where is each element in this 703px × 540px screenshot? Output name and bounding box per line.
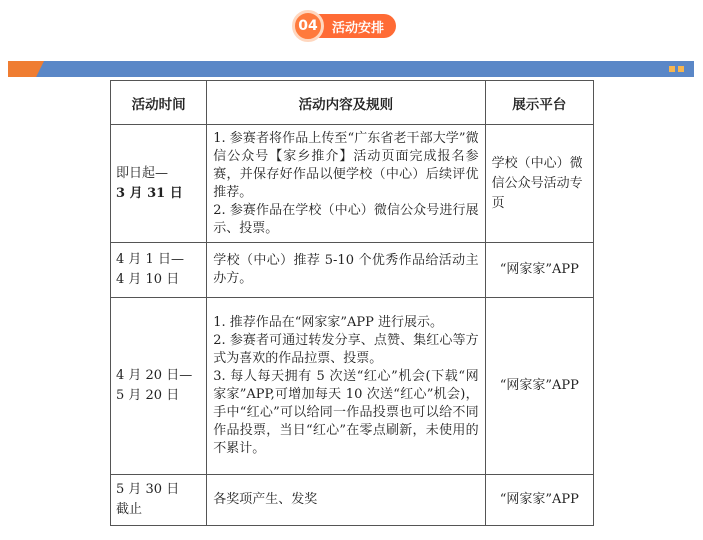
header-time: 活动时间 [111, 81, 207, 125]
rule-item: 学校（中心）推荐 5-10 个优秀作品给活动主办方。 [213, 253, 479, 286]
table-row [111, 125, 594, 243]
time-cell [111, 243, 207, 298]
content-cell [207, 298, 485, 475]
rule-item: 2. 参赛作品在学校（中心）微信公众号进行展示、投票。 [213, 202, 479, 236]
time-start: 4 月 20 日— [116, 368, 193, 383]
decorative-divider-bar [8, 61, 694, 77]
divider-dot [678, 66, 684, 72]
table-row [111, 298, 594, 475]
time-cell [111, 298, 207, 475]
time-cell [111, 125, 207, 243]
schedule-table [110, 80, 594, 526]
content-cell [207, 475, 485, 526]
header-content: 活动内容及规则 [207, 81, 485, 125]
table-row [111, 243, 594, 298]
time-start: 5 月 30 日 [116, 482, 180, 497]
divider-dot [669, 66, 675, 72]
content-cell [207, 243, 485, 298]
time-end: 截止 [116, 502, 143, 517]
section-number-badge: 04 [292, 10, 324, 42]
platform-cell: 学校（中心）微信公众号活动专页 [485, 125, 593, 243]
time-end: 4 月 10 日 [116, 272, 180, 287]
platform-cell: “网家家”APP [485, 475, 593, 526]
rule-item: 2. 参赛者可通过转发分享、点赞、集红心等方式为喜欢的作品拉票、投票。 [213, 333, 479, 366]
table-row [111, 475, 594, 526]
platform-cell: “网家家”APP [485, 298, 593, 475]
section-title: 活动安排 [318, 14, 396, 38]
section-header [292, 12, 396, 40]
rule-item: 1. 参赛者将作品上传至“广东省老干部大学”微信公众号【家乡推介】活动页面完成报名参赛，并保存好作品以便学校（中心）后续评优推荐。 [213, 130, 479, 200]
table-header-row [111, 81, 594, 125]
time-start: 即日起— [116, 165, 169, 181]
platform-cell: “网家家”APP [485, 243, 593, 298]
time-end: 3 月 31 日 [116, 185, 183, 201]
divider-blue-band [34, 61, 694, 77]
rule-item: 1. 推荐作品在“网家家”APP 进行展示。 [213, 315, 444, 330]
header-platform: 展示平台 [485, 81, 593, 125]
time-cell [111, 475, 207, 526]
rule-item: 3. 每人每天拥有 5 次送“红心”机会(下载“网家家”APP,可增加每天 10 次送“红心”机会)，手中“红心”可以给同一作品投票也可以给不同作品投票，当日“红心”在零点刷新，未使用的不累计。 [213, 369, 479, 456]
time-end: 5 月 20 日 [116, 388, 180, 403]
rule-item: 各奖项产生、发奖 [213, 492, 318, 507]
content-cell [207, 125, 485, 243]
time-start: 4 月 1 日— [116, 252, 184, 267]
divider-dots [669, 66, 684, 72]
